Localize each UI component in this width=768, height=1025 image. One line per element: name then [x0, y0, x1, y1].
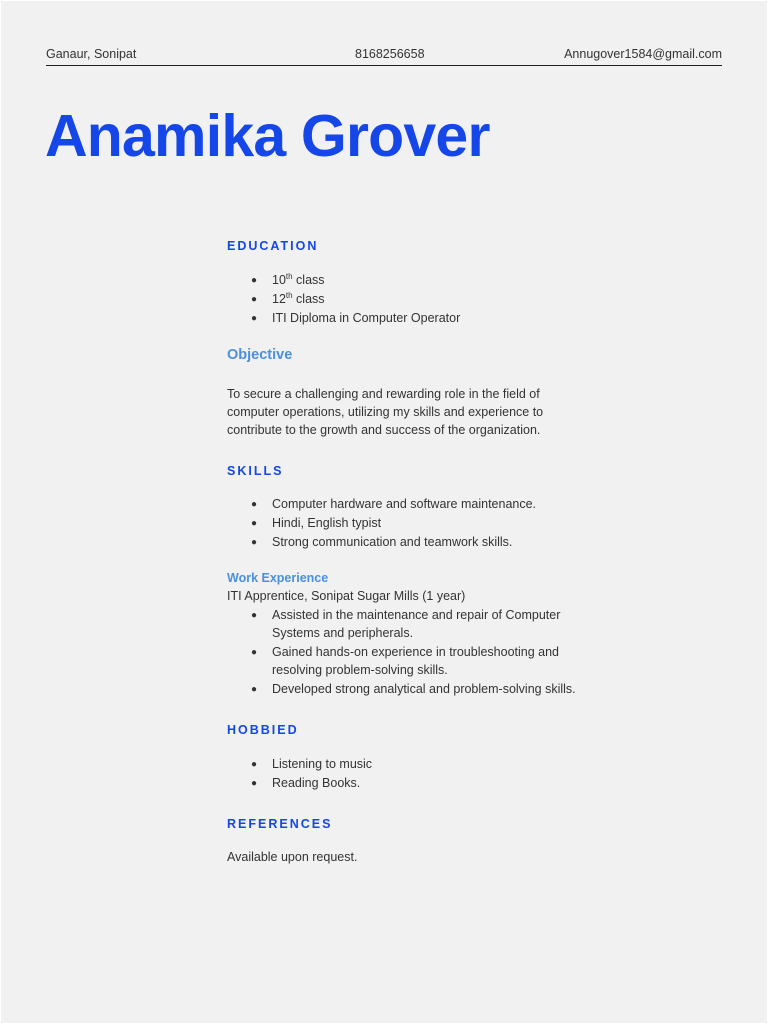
- contact-location: Ganaur, Sonipat: [46, 47, 137, 61]
- references-text: Available upon request.: [227, 850, 358, 864]
- education-item-text: 10: [272, 273, 286, 287]
- bullet-icon: ●: [251, 684, 258, 695]
- references-heading: REFERENCES: [227, 817, 333, 831]
- list-item: [227, 515, 536, 533]
- list-item: [227, 496, 536, 514]
- work-item-text: Developed strong analytical and problem-solving skills.: [272, 682, 576, 696]
- bullet-icon: ●: [251, 313, 258, 324]
- list-item: [227, 272, 460, 290]
- bullet-icon: ●: [251, 294, 258, 305]
- work-role: ITI Apprentice, Sonipat Sugar Mills (1 year): [227, 589, 466, 603]
- list-item: [227, 310, 460, 328]
- skills-list: [227, 496, 536, 553]
- work-duties-list: [227, 607, 582, 701]
- education-heading: EDUCATION: [227, 239, 319, 253]
- hobbies-heading: HOBBIED: [227, 723, 299, 737]
- bullet-icon: ●: [251, 499, 258, 510]
- bullet-icon: ●: [251, 610, 258, 621]
- bullet-icon: ●: [251, 778, 258, 789]
- skills-heading: SKILLS: [227, 464, 284, 478]
- education-item-sup: th: [285, 291, 293, 300]
- skill-item-text: Computer hardware and software maintenance.: [272, 497, 537, 511]
- contact-header: [46, 45, 722, 66]
- candidate-name: Anamika Grover: [45, 103, 490, 169]
- contact-email: Annugover1584@gmail.com: [564, 47, 722, 61]
- bullet-icon: ●: [251, 647, 258, 658]
- list-item: [227, 681, 582, 699]
- skill-item-text: Hindi, English typist: [272, 516, 382, 530]
- bullet-icon: ●: [251, 518, 258, 529]
- bullet-icon: ●: [251, 275, 258, 286]
- list-item: [227, 291, 460, 309]
- objective-heading: Objective: [227, 347, 293, 363]
- skill-item-text: Strong communication and teamwork skills.: [272, 535, 513, 549]
- list-item: [227, 756, 372, 774]
- education-item-sup: th: [285, 272, 293, 281]
- objective-text: To secure a challenging and rewarding role in the field of computer operations, utilizing my skills and experience to contribute to the growth and success of the organization.: [227, 387, 544, 437]
- education-item-rest: class: [292, 292, 325, 306]
- education-item-rest: class: [292, 273, 325, 287]
- education-item-text: 12: [272, 292, 286, 306]
- list-item: [227, 644, 582, 679]
- education-item-text: ITI Diploma in Computer Operator: [272, 311, 461, 325]
- hobby-item-text: Listening to music: [272, 757, 373, 771]
- bullet-icon: ●: [251, 537, 258, 548]
- work-item-text: Assisted in the maintenance and repair of Computer Systems and peripherals.: [272, 608, 561, 640]
- contact-phone: 8168256658: [355, 47, 425, 61]
- list-item: [227, 534, 536, 552]
- bullet-icon: ●: [251, 759, 258, 770]
- work-experience-heading: Work Experience: [227, 571, 329, 585]
- list-item: [227, 775, 372, 793]
- education-list: [227, 272, 460, 329]
- work-item-text: Gained hands-on experience in troubleshooting and resolving problem-solving skills.: [272, 645, 560, 677]
- resume-page: [1, 1, 767, 1023]
- hobby-item-text: Reading Books.: [272, 776, 361, 790]
- list-item: [227, 607, 582, 642]
- hobbies-list: [227, 756, 372, 794]
